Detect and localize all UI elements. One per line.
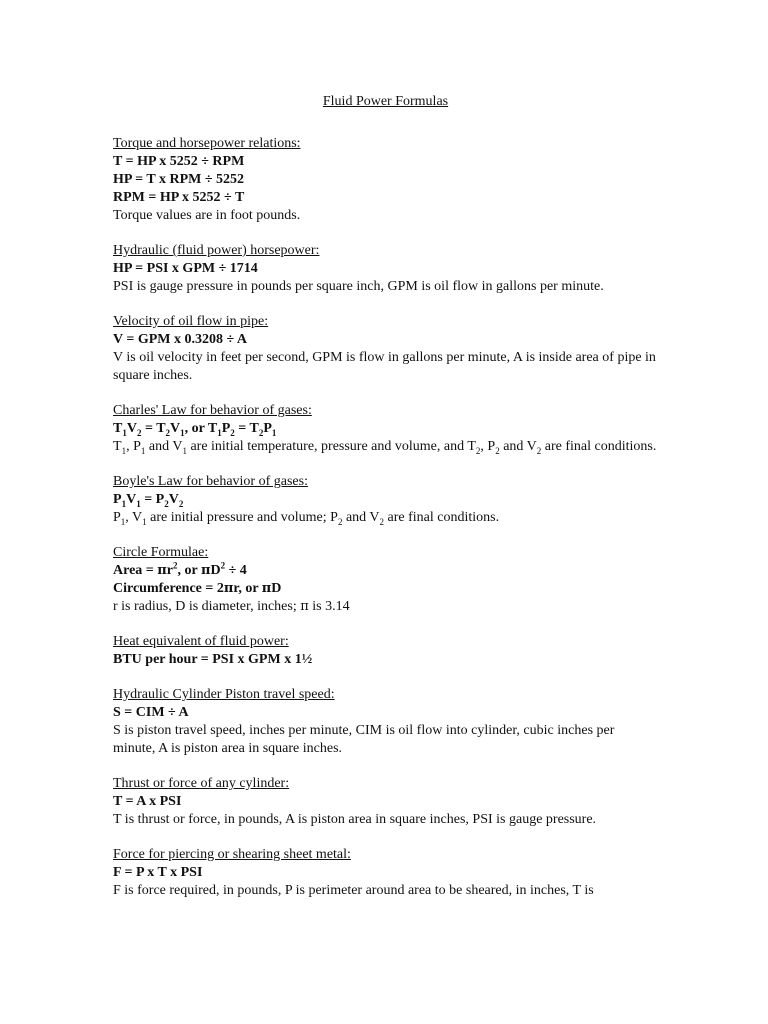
subscript: 1 [182, 445, 187, 456]
subscript: 1 [121, 445, 127, 456]
formula-circle-circumference [113, 580, 658, 598]
formula-part: P [263, 421, 272, 436]
formula-part: D [210, 563, 221, 578]
section-heading: Circle Formulae: [113, 545, 209, 560]
formula-boyle-law [113, 491, 658, 509]
section-velocity [113, 313, 658, 385]
formula-velocity: V = GPM x 0.3208 ÷ A [113, 332, 248, 347]
section-description: V is oil velocity in feet per second, GPM is flow in gallons per minute, A is inside area of pipe in square inches. [113, 350, 656, 383]
subscript: 1 [122, 427, 127, 438]
formula-torque: T = HP x 5252 ÷ RPM [113, 154, 245, 169]
formula-charles-law [113, 420, 658, 438]
desc-part: are initial pressure and volume; P [146, 510, 338, 525]
section-hydraulic-horsepower [113, 242, 658, 296]
section-heading: Thrust or force of any cylinder: [113, 776, 290, 791]
section-heading: Torque and horsepower relations: [113, 136, 301, 151]
section-heading: Hydraulic Cylinder Piston travel speed: [113, 687, 335, 702]
subscript: 2 [164, 498, 169, 509]
formula-rpm: RPM = HP x 5252 ÷ T [113, 190, 245, 205]
section-piercing-force [113, 846, 658, 900]
desc-part: P [113, 510, 121, 525]
section-description: F is force required, in pounds, P is perimeter around area to be sheared, in inches, T is [113, 883, 594, 898]
subscript: 1 [180, 427, 185, 438]
subscript: 1 [120, 516, 126, 527]
subscript: 2 [178, 498, 184, 509]
section-description: Torque values are in foot pounds. [113, 208, 301, 223]
section-heading: Velocity of oil flow in pipe: [113, 314, 269, 329]
desc-part: is 3.14 [308, 599, 350, 614]
desc-part: and V [342, 510, 380, 525]
section-charles-law [113, 402, 658, 456]
desc-part: are final conditions. [541, 439, 657, 454]
subscript: 2 [379, 516, 385, 527]
document-content [113, 92, 658, 917]
pi-symbol: π [200, 563, 211, 578]
formula-part: V [168, 492, 179, 507]
pi-symbol: π [261, 581, 272, 596]
desc-part: and V [145, 439, 183, 454]
formula-part: = P [140, 492, 165, 507]
formula-hydraulic-horsepower: HP = PSI x GPM ÷ 1714 [113, 261, 258, 276]
section-circle-formulae [113, 544, 658, 616]
desc-part: , P [126, 439, 141, 454]
formula-circle-area [113, 562, 658, 580]
formula-part: , or T [184, 421, 218, 436]
formula-piercing-force: F = P x T x PSI [113, 865, 203, 880]
formula-horsepower: HP = T x RPM ÷ 5252 [113, 172, 245, 187]
superscript: 2 [173, 560, 178, 571]
subscript: 2 [230, 427, 235, 438]
section-description: T is thrust or force, in pounds, A is piston area in square inches, PSI is gauge pressure. [113, 812, 597, 827]
formula-part: ÷ 4 [225, 563, 247, 578]
section-heading: Hydraulic (fluid power) horsepower: [113, 243, 320, 258]
formula-piston-speed: S = CIM ÷ A [113, 705, 189, 720]
section-heading: Charles' Law for behavior of gases: [113, 403, 312, 418]
desc-part: are initial temperature, pressure and volume, and T [186, 439, 476, 454]
section-thrust [113, 775, 658, 829]
pi-symbol: π [223, 581, 234, 596]
desc-part: , V [125, 510, 143, 525]
section-torque [113, 135, 658, 225]
subscript: 2 [337, 516, 343, 527]
subscript: 1 [271, 427, 277, 438]
pi-symbol: π [300, 599, 309, 614]
page-title: Fluid Power Formulas [322, 94, 449, 109]
formula-part: P [221, 421, 231, 436]
section-heading: Heat equivalent of fluid power: [113, 634, 289, 649]
subscript: 1 [140, 445, 146, 456]
subscript: 1 [217, 427, 222, 438]
formula-heat-equivalent: BTU per hour = PSI x GPM x 1½ [113, 652, 313, 667]
desc-part: r is radius, D is diameter, inches; [113, 599, 301, 614]
desc-part: and V [499, 439, 537, 454]
subscript: 2 [536, 445, 542, 456]
subscript: 2 [495, 445, 500, 456]
formula-part: V [126, 492, 137, 507]
formula-part: Area = [113, 563, 158, 578]
formula-part: V [170, 421, 181, 436]
section-description: PSI is gauge pressure in pounds per square inch, GPM is oil flow in gallons per minute. [113, 279, 604, 294]
section-heading: Boyle's Law for behavior of gases: [113, 474, 308, 489]
formula-part: T [113, 421, 123, 436]
formula-thrust: T = A x PSI [113, 794, 182, 809]
pi-symbol: π [157, 563, 167, 578]
superscript: 2 [220, 560, 226, 571]
desc-part: are final conditions. [384, 510, 500, 525]
desc-part: T [113, 439, 122, 454]
formula-part: Circumference = 2 [113, 581, 224, 596]
formula-part: , or [177, 563, 201, 578]
formula-part: = T [141, 421, 166, 436]
subscript: 1 [136, 498, 141, 509]
desc-part: , P [480, 439, 496, 454]
subscript: 1 [121, 498, 127, 509]
section-heat-equivalent [113, 633, 658, 669]
formula-part: D [271, 581, 282, 596]
subscript: 1 [142, 516, 147, 527]
section-piston-speed [113, 686, 658, 758]
section-description [113, 598, 658, 616]
formula-part: P [113, 492, 122, 507]
formula-part: r [166, 563, 173, 578]
section-description [113, 509, 658, 527]
subscript: 2 [258, 427, 264, 438]
section-heading: Force for piercing or shearing sheet metal: [113, 847, 351, 862]
formula-part: V [126, 421, 137, 436]
subscript: 2 [475, 445, 481, 456]
formula-part: r, or [233, 581, 262, 596]
subscript: 2 [165, 427, 171, 438]
formula-part: = T [234, 421, 259, 436]
section-boyle-law [113, 473, 658, 527]
subscript: 2 [136, 427, 142, 438]
section-description: S is piston travel speed, inches per minute, CIM is oil flow into cylinder, cubic inches per minute, A is piston area in square inches. [113, 723, 615, 756]
section-description [113, 438, 658, 456]
